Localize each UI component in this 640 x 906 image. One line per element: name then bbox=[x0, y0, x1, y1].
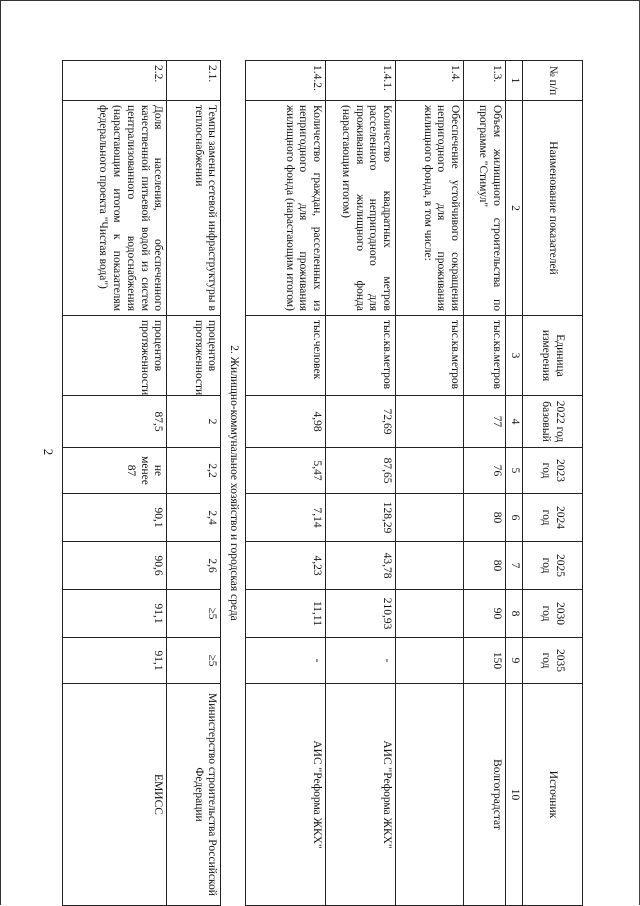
row-unit: процентов протяженности bbox=[63, 316, 167, 396]
row-2035: 91,1 bbox=[63, 638, 167, 684]
header-name: Наименование показателей bbox=[523, 101, 583, 316]
header-2025: 2025 год bbox=[523, 542, 583, 590]
row-2035 bbox=[396, 638, 464, 684]
row-number: 2.1. bbox=[167, 61, 221, 101]
row-2035: - bbox=[246, 638, 326, 684]
column-number: 8 bbox=[506, 590, 523, 638]
row-source: Волгоградстат bbox=[464, 684, 506, 906]
row-name: Темпы замены сетевой инфраструктуры в теплоснабжении bbox=[167, 101, 221, 316]
header-2024: 2024 год bbox=[523, 494, 583, 542]
row-2023: 87,65 bbox=[326, 448, 396, 494]
row-2030 bbox=[396, 590, 464, 638]
column-number: 3 bbox=[506, 316, 523, 396]
row-unit: тыс.человек bbox=[246, 316, 326, 396]
column-number-row bbox=[506, 61, 523, 906]
row-2022: 2 bbox=[167, 396, 221, 448]
row-2025: 4,23 bbox=[246, 542, 326, 590]
row-number: 1.4. bbox=[396, 61, 464, 101]
header-2030: 2030 год bbox=[523, 590, 583, 638]
row-number: 1.4.2. bbox=[246, 61, 326, 101]
table-row bbox=[326, 61, 396, 906]
row-2022: 72,69 bbox=[326, 396, 396, 448]
header-2023: 2023 год bbox=[523, 448, 583, 494]
header-unit: Единица измерения bbox=[523, 316, 583, 396]
row-2023: 5,47 bbox=[246, 448, 326, 494]
row-source: АИС "Реформа ЖКХ" bbox=[246, 684, 326, 906]
row-source: ЕМИСС bbox=[63, 684, 167, 906]
row-2023 bbox=[396, 448, 464, 494]
row-2023: 76 bbox=[464, 448, 506, 494]
table-row bbox=[246, 61, 326, 906]
column-number: 7 bbox=[506, 542, 523, 590]
row-2025: 90,6 bbox=[63, 542, 167, 590]
section-title: 2. Жилищно-коммунальное хозяйство и городская среда bbox=[221, 61, 246, 906]
header-2035: 2035 год bbox=[523, 638, 583, 684]
column-number: 9 bbox=[506, 638, 523, 684]
row-2030: 11,11 bbox=[246, 590, 326, 638]
row-name: Обеспечение устойчивого сокращения непригодного для проживания жилищного фонда, в том числе: bbox=[396, 101, 464, 316]
row-source: АИС "Реформа ЖКХ" bbox=[326, 684, 396, 906]
row-source: Министерство строительства Российской Федерации bbox=[167, 684, 221, 906]
row-unit: тыс.кв.метров bbox=[326, 316, 396, 396]
row-name: Объем жилищного строительства по программе "Стимул" bbox=[464, 101, 506, 316]
row-2030: ≥5 bbox=[167, 590, 221, 638]
row-unit: тыс.кв.метров bbox=[464, 316, 506, 396]
row-number: 1.3. bbox=[464, 61, 506, 101]
column-number: 5 bbox=[506, 448, 523, 494]
row-2022 bbox=[396, 396, 464, 448]
table-stage bbox=[88, 60, 583, 905]
row-unit: процентов протяженности bbox=[167, 316, 221, 396]
page-edge-top bbox=[0, 0, 640, 1]
row-name: Доля населения, обеспеченного качественной питьевой водой из систем централизованного водоснабжения (нарастающим итогом к показателям федерального проекта "Чистая вода") bbox=[63, 101, 167, 316]
row-2023: не менее 87 bbox=[63, 448, 167, 494]
column-number: 10 bbox=[506, 684, 523, 906]
row-2025: 2,6 bbox=[167, 542, 221, 590]
page-edge-left bbox=[0, 0, 1, 905]
table-row bbox=[464, 61, 506, 906]
table-row bbox=[167, 61, 221, 906]
row-number: 2.2. bbox=[63, 61, 167, 101]
row-name: Количество граждан, расселенных из непригодного для проживания жилищного фонда (нарастающим итогом) bbox=[246, 101, 326, 316]
row-name: Количество квадратных метров расселенного непригодного для проживания жилищного фонда (нарастающим итогом) bbox=[326, 101, 396, 316]
row-2024: 2,4 bbox=[167, 494, 221, 542]
page-number: 2 bbox=[41, 448, 56, 456]
column-number: 6 bbox=[506, 494, 523, 542]
row-2024: 128,29 bbox=[326, 494, 396, 542]
row-source bbox=[396, 684, 464, 906]
header-row bbox=[523, 61, 583, 906]
row-2025 bbox=[396, 542, 464, 590]
column-number: 1 bbox=[506, 61, 523, 101]
column-number: 4 bbox=[506, 396, 523, 448]
row-2022: 77 bbox=[464, 396, 506, 448]
row-number: 1.4.1. bbox=[326, 61, 396, 101]
row-2025: 80 bbox=[464, 542, 506, 590]
row-2030: 90 bbox=[464, 590, 506, 638]
row-2035: ≥5 bbox=[167, 638, 221, 684]
section-header-row bbox=[221, 61, 246, 906]
table-row bbox=[63, 61, 167, 906]
row-2024 bbox=[396, 494, 464, 542]
row-2024: 80 bbox=[464, 494, 506, 542]
header-2022: 2022 год базовый bbox=[523, 396, 583, 448]
row-2024: 7,14 bbox=[246, 494, 326, 542]
row-2022: 4,98 bbox=[246, 396, 326, 448]
row-unit: тыс.кв.метров bbox=[396, 316, 464, 396]
row-2024: 90,1 bbox=[63, 494, 167, 542]
row-2035: - bbox=[326, 638, 396, 684]
row-2030: 210,93 bbox=[326, 590, 396, 638]
header-source: Источник bbox=[523, 684, 583, 906]
row-2022: 87,5 bbox=[63, 396, 167, 448]
table-row bbox=[396, 61, 464, 906]
row-2023: 2,2 bbox=[167, 448, 221, 494]
row-2035: 150 bbox=[464, 638, 506, 684]
row-2030: 91,1 bbox=[63, 590, 167, 638]
column-number: 2 bbox=[506, 101, 523, 316]
rotated-table-wrapper bbox=[88, 60, 583, 905]
indicators-table bbox=[62, 60, 583, 906]
row-2025: 43,78 bbox=[326, 542, 396, 590]
header-num: № п/п bbox=[523, 61, 583, 101]
